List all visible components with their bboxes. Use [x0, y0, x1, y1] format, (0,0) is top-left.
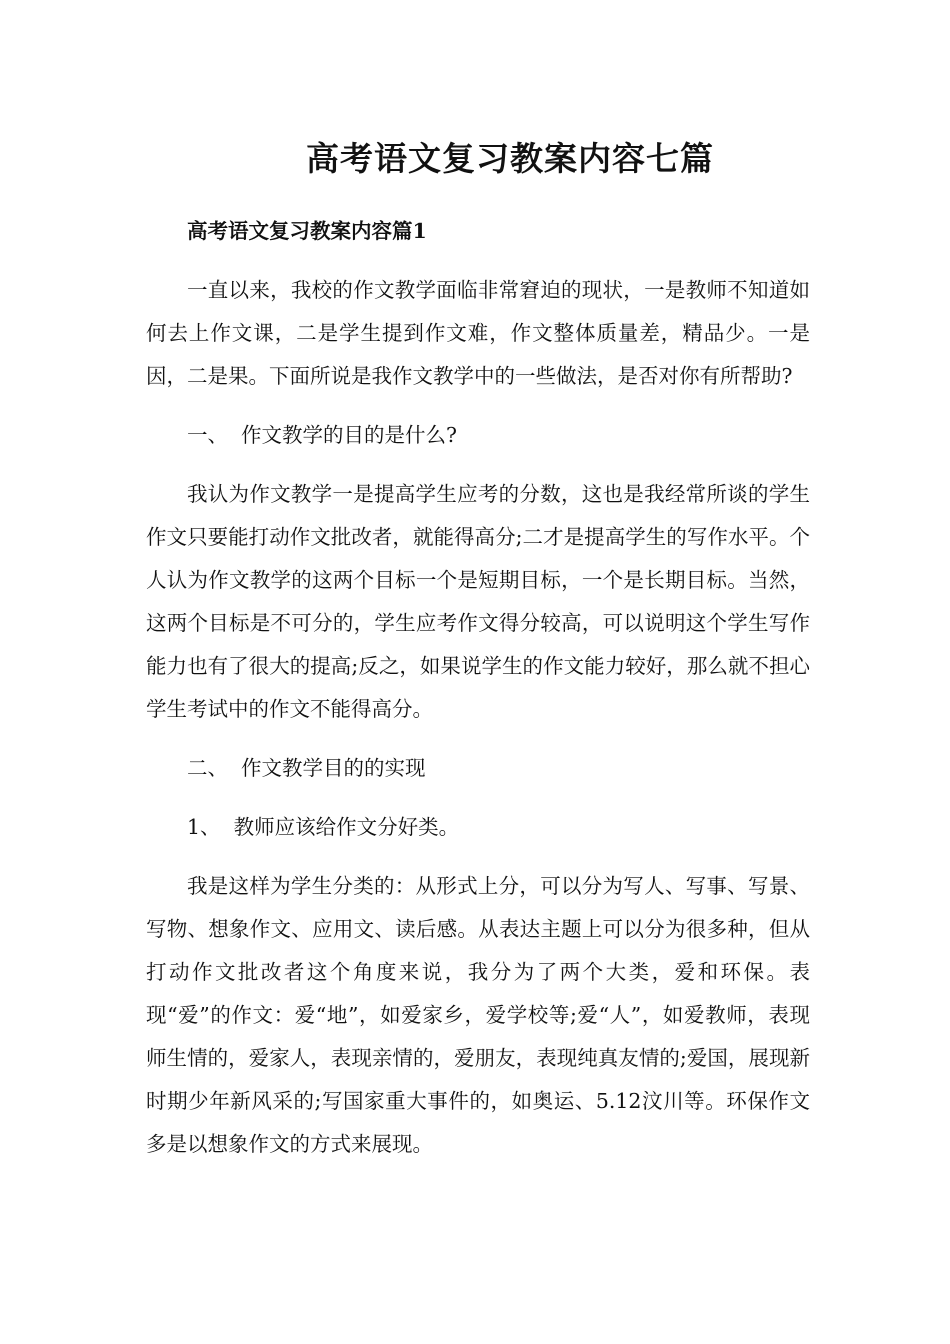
- paragraph-classify: 我是这样为学生分类的：从形式上分，可以分为写人、写事、写景、写物、想象作文、应用文、读后感。从表达主题上可以分为很多种，但从打动作文批改者这个角度来说，我分为了两个大类，爱和环保。表现“爱”的作文：爱“地”，如爱家乡，爱学校等;爱“人”，如爱教师，表现师生情的，爱家人，表现亲情的，爱朋友，表现纯真友情的;爱国，展现新时期少年新风采的;写国家重大事件的，如奥运、5.12汶川等。环保作文多是以想象作文的方式来展现。: [146, 874, 810, 1156]
- section-title: 高考语文复习教案内容篇1: [187, 219, 427, 243]
- heading-implementation: 二、 作文教学目的的实现: [187, 756, 426, 780]
- heading-purpose: 一、 作文教学的目的是什么?: [187, 423, 458, 447]
- document-body: [146, 210, 810, 1182]
- paragraph-intro: 一直以来，我校的作文教学面临非常窘迫的现状，一是教师不知道如何去上作文课，二是学生提到作文难，作文整体质量差，精品少。一是因，二是果。下面所说是我作文教学中的一些做法，是否对你有所帮助?: [146, 278, 810, 388]
- heading-classify: 1、 教师应该给作文分好类。: [187, 815, 460, 839]
- paragraph-purpose: 我认为作文教学一是提高学生应考的分数，这也是我经常所谈的学生作文只要能打动作文批改者，就能得高分;二才是提高学生的写作水平。个人认为作文教学的这两个目标一个是短期目标，一个是长期目标。当然，这两个目标是不可分的，学生应考作文得分较高，可以说明这个学生写作能力也有了很大的提高;反之，如果说学生的作文能力较好，那么就不担心学生考试中的作文不能得高分。: [146, 482, 810, 721]
- document-title: 高考语文复习教案内容七篇: [306, 139, 714, 178]
